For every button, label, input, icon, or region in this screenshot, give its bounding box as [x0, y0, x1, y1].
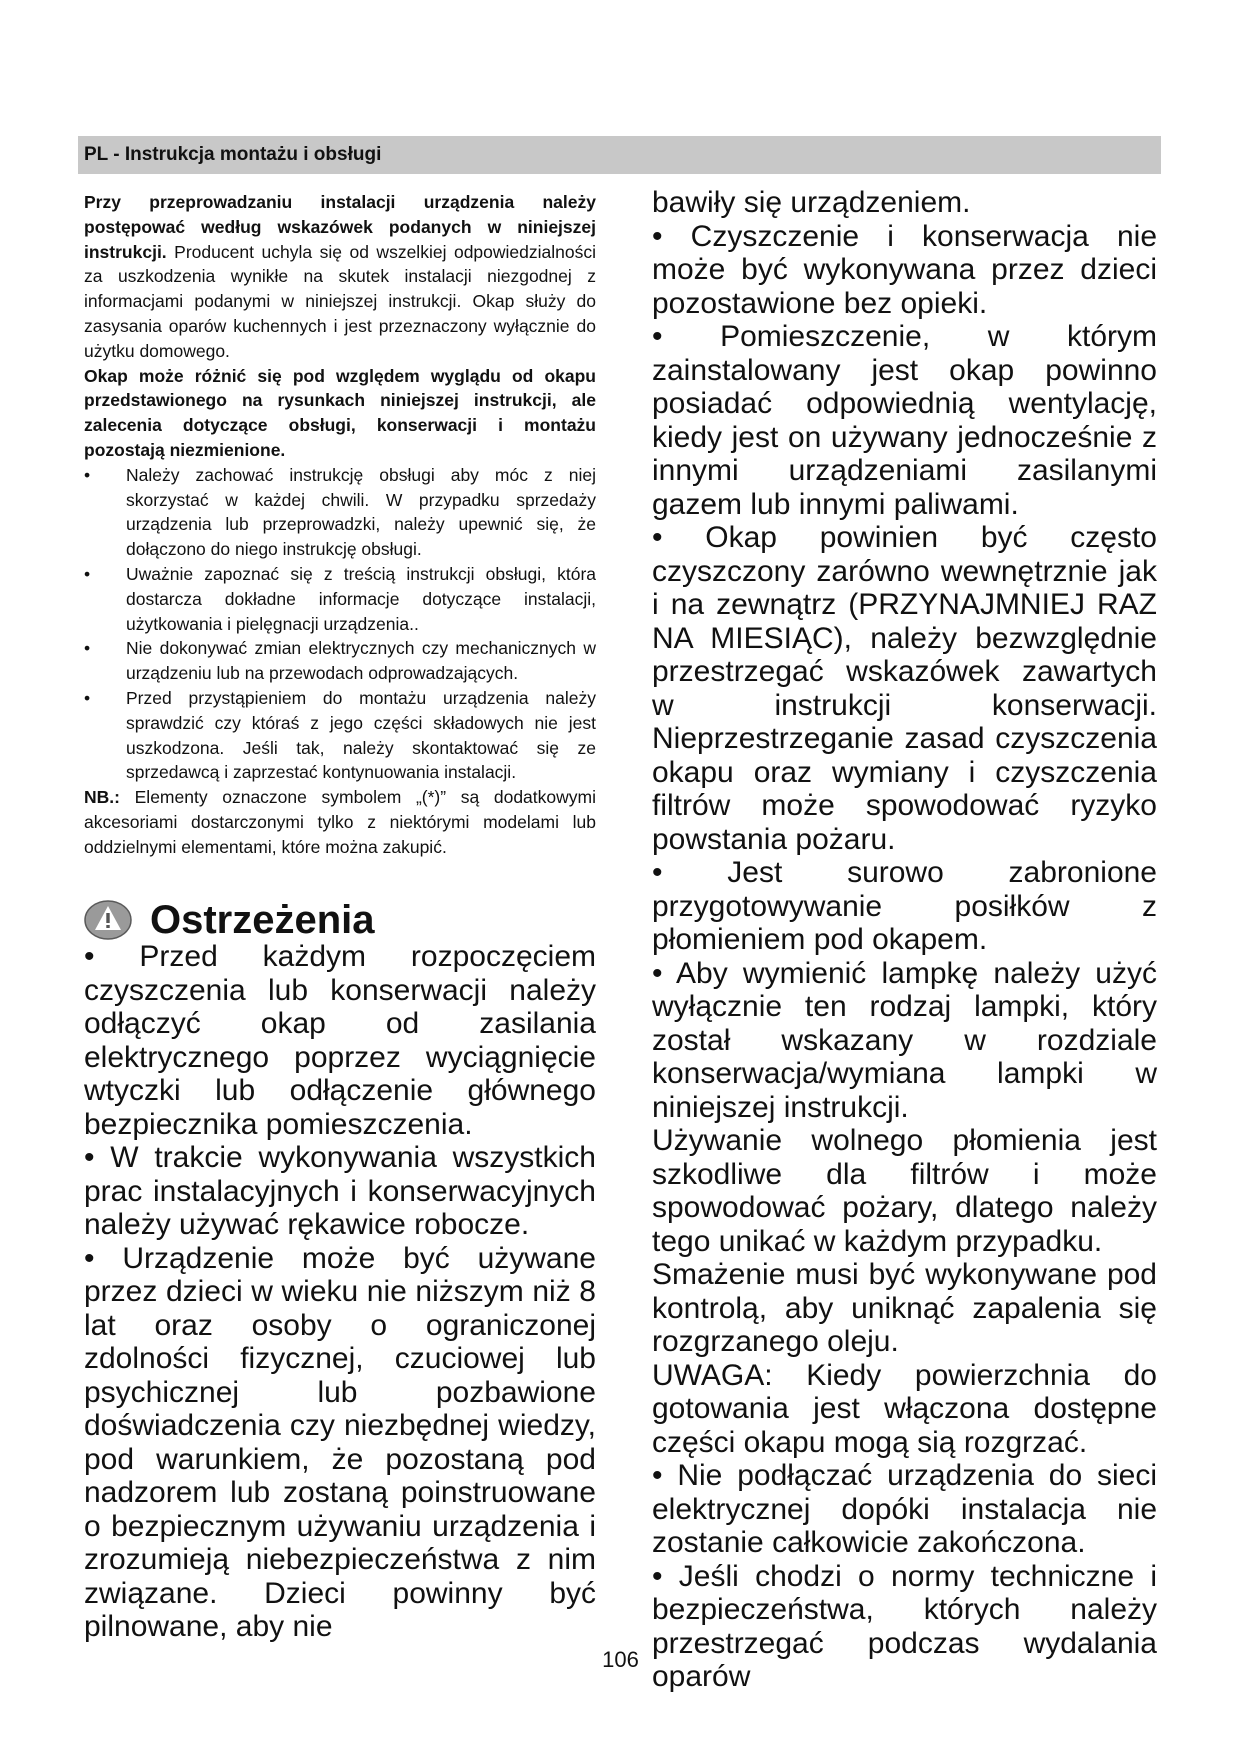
- warnings-title: Ostrzeżenia: [150, 897, 375, 942]
- bullet-icon: •: [84, 638, 91, 659]
- page-number: 106: [602, 1647, 639, 1672]
- nb-text: Elementy oznaczone symbolem „(*)” są dodatkowymi akcesoriami dostarczonymi tylko z niektórymi modelami lub oddzielnymi elementami, które można zakupić.: [84, 787, 596, 857]
- warning-paragraph: • Czyszczenie i konserwacja nie może być wykonywana przez dzieci pozostawione bez opieki.: [652, 219, 1157, 320]
- warning-paragraph: • Pomieszczenie, w którym zainstalowany jest okap powinno posiadać odpowiednią wentylację, kiedy jest on używany jednocześnie z innymi urządzeniami zasilanymi gazem lub innymi paliwami.: [652, 320, 1157, 521]
- warning-paragraph: • Przed każdym rozpoczęciem czyszczenia lub konserwacji należy odłączyć okap od zasilania elektrycznego poprzez wyciągnięcie wtyczki lub odłączenie głównego bezpiecznika pomieszczenia.: [84, 940, 596, 1141]
- warnings-heading: [84, 894, 375, 946]
- bullet-icon: •: [84, 687, 91, 708]
- nb-note: [84, 785, 596, 859]
- warning-paragraph: • W trakcie wykonywania wszystkich prac instalacyjnych i konserwacyjnych należy używać rękawice robocze.: [84, 1141, 596, 1241]
- intro-bold-lead: Przy przeprowadzaniu instalacji urządzenia należy postępować według wskazówek podanych w niniejszej instrukcji.: [84, 192, 596, 262]
- warning-paragraph: • Aby wymienić lampkę należy użyć wyłącznie ten rodzaj lampki, który został wskazany w rozdziale konserwacja/wymiana lampki w niniejszej instrukcji.: [652, 956, 1157, 1124]
- intro-column: [84, 190, 596, 860]
- warning-paragraph: • Nie podłączać urządzenia do sieci elektrycznej dopóki instalacja nie zostanie całkowicie zakończona.: [652, 1459, 1157, 1559]
- warning-paragraph: Używanie wolnego płomienia jest szkodliwe dla filtrów i może spowodować pożary, dlatego należy tego unikać w każdym przypadku.: [652, 1124, 1157, 1258]
- warning-paragraph: bawiły się urządzeniem.: [652, 186, 971, 219]
- list-item: • Przed przystąpieniem do montażu urządzenia należy sprawdzić czy któraś z jego części składowych nie jest uszkodzona. Jeśli tak, należy skontaktować się ze sprzedawcą i zaprzestać kontynuowania instalacji.: [84, 687, 596, 783]
- nb-label: NB.:: [84, 787, 120, 808]
- list-item: • Nie dokonywać zmian elektrycznych czy mechanicznych w urządzeniu lub na przewodach odprowadzających.: [84, 638, 596, 684]
- warning-paragraph: UWAGA: Kiedy powierzchnia do gotowania jest włączona dostępne części okapu mogą sią rozgrzać.: [652, 1358, 1157, 1459]
- intro-bullet-list: [84, 463, 596, 785]
- warning-icon: [84, 899, 132, 941]
- list-item: • Uważnie zapoznać się z treścią instrukcji obsługi, która dostarcza dokładne informacje dotyczące instalacji, użytkowania i pielęgnacji urządzenia..: [84, 563, 596, 634]
- intro-text: Producent uchyla się od wszelkiej odpowiedzialności za uszkodzenia wynikłe na skutek instalacji niezgodnej z informacjami podanymi w niniejszej instrukcji. Okap służy do zasysania oparów kuchennych i jest przeznaczony wyłącznie do użytku domowego.: [84, 241, 596, 361]
- warning-paragraph: Smażenie musi być wykonywane pod kontrolą, aby uniknąć zapalenia się rozgrzanego oleju.: [652, 1258, 1157, 1358]
- warnings-left-column: [84, 940, 596, 1644]
- section-header-title: PL - Instrukcja montażu i obsługi: [84, 144, 382, 165]
- warnings-right-column: [652, 186, 1157, 1694]
- intro-paragraph-2: Okap może różnić się pod względem wyglądu od okapu przedstawionego na rysunkach niniejszej instrukcji, ale zalecenia dotyczące obsługi, konserwacji i montażu pozostają niezmienione.: [84, 365, 596, 460]
- bullet-icon: •: [84, 563, 91, 584]
- warning-paragraph: • Jest surowo zabronione przygotowywanie posiłków z płomieniem pod okapem.: [652, 856, 1157, 956]
- warning-paragraph: • Urządzenie może być używane przez dzieci w wieku nie niższym niż 8 lat oraz osoby o ograniczonej zdolności fizycznej, czuciowej lub psychicznej lub pozbawione doświadczenia czy niezbędnej wiedzy, pod warunkiem, że pozostaną pod nadzorem lub zostaną poinstruowane o bezpiecznym używaniu urządzenia i zrozumieją niebezpieczeństwa z nim związane. Dzieci powinny być pilnowane, aby nie: [84, 1241, 596, 1643]
- bullet-icon: •: [84, 464, 91, 485]
- warning-paragraph: • Okap powinien być często czyszczony zarówno wewnętrznie jak i na zewnątrz (PRZYNAJMNIEJ RAZ NA MIESIĄC), należy bezwzględnie przestrzegać wskazówek zawartych w instrukcji konserwacji. Nieprzestrzeganie zasad czyszczenia okapu oraz wymiany i czyszczenia filtrów może spowodować ryzyko powstania pożaru.: [652, 521, 1157, 856]
- warning-paragraph: • Jeśli chodzi o normy techniczne i bezpieczeństwa, których należy przestrzegać podczas wydalania oparów: [652, 1559, 1157, 1693]
- list-item: • Należy zachować instrukcję obsługi aby móc z niej skorzystać w każdej chwili. W przypadku sprzedaży urządzenia lub przeprowadzki, należy upewnić się, że dołączono do niego instrukcję obsługi.: [84, 464, 596, 560]
- section-header-bar: [78, 136, 1161, 174]
- intro-paragraph-1: [84, 190, 596, 364]
